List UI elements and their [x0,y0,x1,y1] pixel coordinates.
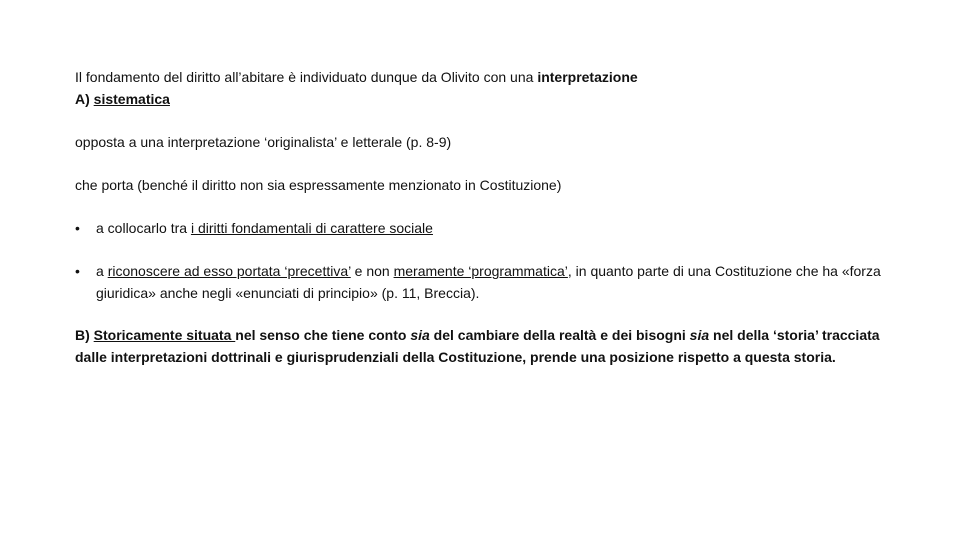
bullet-text [96,260,885,304]
intro-text: Il fondamento del diritto all’abitare è individuato dunque da Olivito con una [75,69,538,85]
point-a-prefix: A) [75,91,94,107]
point-b-label: Storicamente situata [93,327,236,343]
point-b-prefix: B) [75,327,94,343]
point-b-italic-1: sia [410,327,430,343]
bullet-item-riconoscere [75,260,885,304]
paragraph-che-porta [75,174,885,196]
point-b-italic-2: sia [689,327,710,343]
point-b-text-1: nel senso che tiene conto [235,327,411,343]
bullet2-underlined-2: meramente ‘programmatica’ [393,263,568,279]
bullet2-underlined-1: riconoscere ad esso portata ‘precettiva’ [107,263,351,279]
opposta-text: opposta a una interpretazione ‘originalista’ e letterale (p. 8-9) [75,134,452,150]
bullet1-underlined: i diritti fondamentali di carattere sociale [190,220,433,236]
point-b-text-2: del cambiare della realtà e dei bisogni [429,327,690,343]
bullet2-plain-2: e non [350,263,394,279]
bullet-text [96,217,885,239]
bullet2-plain-3: , in quanto parte di una Costituzione che ha «forza giuridica» anche negli «enunciati di principio» (p. 11, Breccia). [96,263,881,301]
intro-bold-term: interpretazione [537,69,638,85]
bullet1-plain: a collocarlo tra [96,220,191,236]
point-a-label: sistematica [93,91,170,107]
bullet-marker: • [75,220,80,236]
point-b-text-3: nel della ‘storia’ tracciata dalle interpretazioni dottrinali e giurisprudenziali della Costituzione, prende una posizione rispetto a questa storia. [75,327,880,365]
paragraph-opposta [75,131,885,153]
bullet-marker: • [75,263,80,279]
paragraph-point-b [75,324,885,368]
bullet-item-collocarlo [75,217,885,239]
che-porta-text: che porta (benché il diritto non sia espressamente menzionato in Costituzione) [75,177,562,193]
bullet2-plain-1: a [96,263,108,279]
paragraph-intro [75,66,885,110]
